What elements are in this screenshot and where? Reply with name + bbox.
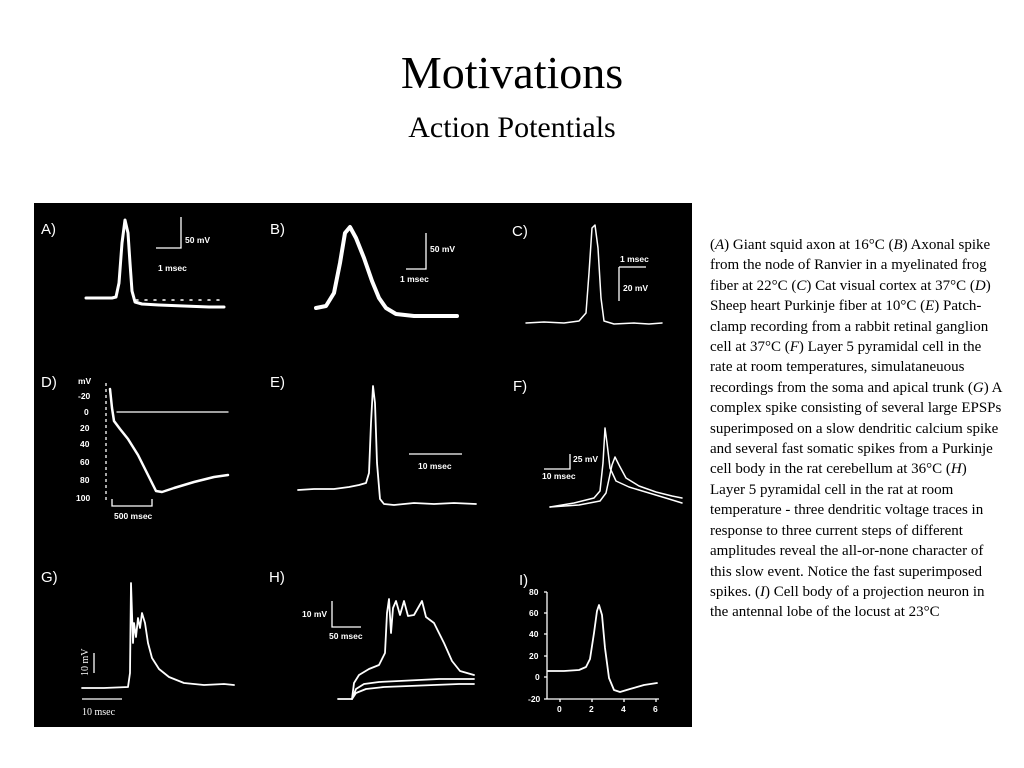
panel-h-label: H) xyxy=(269,569,285,586)
panel-d-tick-label: 40 xyxy=(80,439,90,449)
panel-e xyxy=(270,374,476,505)
panel-d-tick-label: 60 xyxy=(80,457,90,467)
panel-i-tick-label: 4 xyxy=(621,704,626,714)
panel-f-label: F) xyxy=(513,378,528,395)
caption-text: ) Cat visual cortex at 37°C ( xyxy=(806,277,975,294)
panel-i-tick-label: 0 xyxy=(557,704,562,714)
panel-d-tick-label: 100 xyxy=(76,493,91,503)
panel-i-tick-label: 40 xyxy=(529,629,539,639)
panel-i-label: I) xyxy=(519,572,529,589)
panel-a-trace xyxy=(86,220,224,307)
panel-i-tick-label: 60 xyxy=(529,608,539,618)
panel-i-tick-label: 2 xyxy=(589,704,594,714)
panel-d-y-unit: mV xyxy=(78,376,92,386)
panel-d-tick-label: 20 xyxy=(80,423,90,433)
panel-a xyxy=(41,217,224,307)
panel-h-scale-v: 10 mV xyxy=(302,609,328,619)
slide-title: Motivations xyxy=(400,47,624,98)
caption-text: ) Layer 5 pyramidal cell in the rate at room temperatures, simulataneuous recordings from the soma and apical trunk ( xyxy=(710,339,982,396)
panel-g-scale-v: 10 mV xyxy=(80,648,91,676)
figure-caption xyxy=(710,235,1005,623)
panel-h-scale-bar xyxy=(332,601,361,627)
panel-h xyxy=(269,569,474,699)
panel-d-scale-bar xyxy=(112,499,152,506)
panel-a-scale-bar xyxy=(156,217,181,248)
panel-h-trace-small xyxy=(352,684,474,699)
caption-text: ) Patch-clamp recording from a rabbit retinal ganglion cell at 37°C ( xyxy=(710,298,989,356)
panel-b-label: B) xyxy=(270,221,285,238)
caption-text: ) Cell body of a projection neuron in the antennal lobe of the locust at 23°C xyxy=(710,583,985,621)
caption-text: ) Layer 5 pyramidal cell in the rat at room temperature - three dendritic voltage traces in response to three current steps of different amplitudes reveal the all-or-none character of this slow event. Notice the fast superimposed spikes. ( xyxy=(710,461,984,600)
slide-subtitle: Action Potentials xyxy=(408,111,616,144)
panel-a-scale-t: 1 msec xyxy=(158,263,187,273)
panel-f-scale-v: 25 mV xyxy=(573,454,599,464)
panel-i-tick-label: 80 xyxy=(529,587,539,597)
caption-text: ) Sheep heart Purkinje fiber at 10°C ( xyxy=(710,277,991,315)
caption-text: ) A complex spike consisting of several large EPSPs superimposed on a slow dendritic calcium spike and several fast somatic spikes from a Purkinje cell body in the rat cerebellum at 36°C ( xyxy=(710,379,1002,478)
panel-b-scale-t: 1 msec xyxy=(400,274,429,284)
panel-f-scale-bar xyxy=(544,454,570,469)
panel-b xyxy=(270,221,457,316)
panel-g-trace xyxy=(82,583,234,688)
panel-d-trace xyxy=(110,389,228,492)
panel-c xyxy=(512,223,662,324)
panel-a-label: A) xyxy=(41,221,56,238)
panel-i-tick-label: 6 xyxy=(653,704,658,714)
panel-f xyxy=(513,378,682,507)
panel-i-tick-label: 20 xyxy=(529,651,539,661)
panel-i-tick-label: 0 xyxy=(535,672,540,682)
caption-panel-letter: E xyxy=(925,298,935,315)
panel-g-label: G) xyxy=(41,569,58,586)
panel-b-trace xyxy=(316,227,457,316)
panel-h-scale-t: 50 msec xyxy=(329,631,363,641)
panel-i-tick-label: -20 xyxy=(528,694,541,704)
caption-text: ( xyxy=(710,237,715,253)
panel-a-scale-v: 50 mV xyxy=(185,235,211,245)
caption-text: ) Giant squid axon at 16°C ( xyxy=(724,237,894,253)
caption-panel-letter: C xyxy=(796,277,807,294)
panel-f-scale-t: 10 msec xyxy=(542,471,576,481)
panel-b-scale-bar xyxy=(406,233,426,269)
caption-panel-letter: H xyxy=(950,461,962,478)
panel-e-trace xyxy=(298,386,476,505)
panel-c-label: C) xyxy=(512,223,528,240)
caption-panel-letter: I xyxy=(760,583,765,600)
caption-panel-letter: F xyxy=(789,339,799,356)
caption-text: ) Axonal spike from the node of Ranvier in a myelinated frog fiber at 22°C ( xyxy=(710,237,991,294)
panel-d xyxy=(41,374,228,521)
panel-d-label: D) xyxy=(41,374,57,391)
panel-b-scale-v: 50 mV xyxy=(430,244,456,254)
panel-i xyxy=(519,572,659,714)
panel-d-tick-label: -20 xyxy=(78,391,91,401)
action-potential-figure xyxy=(34,203,692,727)
panel-i-trace xyxy=(548,605,657,692)
panel-g xyxy=(41,569,234,718)
figure-svg xyxy=(34,203,692,727)
caption-panel-letter: G xyxy=(972,379,984,396)
caption-panel-letter: A xyxy=(715,237,725,253)
panel-d-tick-label: 0 xyxy=(84,407,89,417)
panel-e-label: E) xyxy=(270,374,285,391)
panel-g-scale-t: 10 msec xyxy=(82,707,116,718)
panel-d-scale-t: 500 msec xyxy=(114,511,153,521)
caption-panel-letter: B xyxy=(893,237,903,253)
panel-c-trace xyxy=(526,225,662,324)
panel-c-scale-v: 20 mV xyxy=(623,283,649,293)
caption-panel-letter: D xyxy=(974,277,986,294)
panel-d-tick-label: 80 xyxy=(80,475,90,485)
panel-e-scale-t: 10 msec xyxy=(418,461,452,471)
panel-c-scale-t: 1 msec xyxy=(620,254,649,264)
